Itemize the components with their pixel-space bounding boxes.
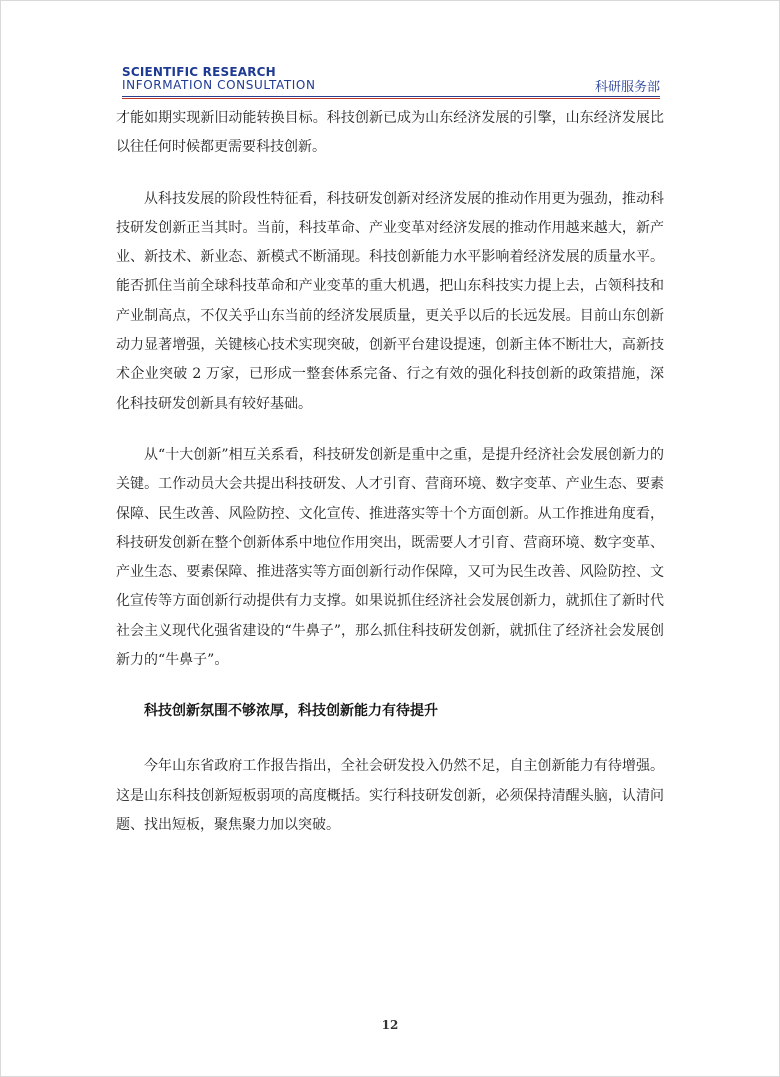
page-number: 12 <box>381 1018 399 1032</box>
department-label: 科研服务部 <box>594 80 660 95</box>
header-rule-blue <box>122 96 660 97</box>
paragraph-ten-innovations: 从“十大创新”相互关系看，科技研发创新是重中之重，是提升经济社会发展创新力的关键。工作动员大会共提出科技研发、人才引育、营商环境、数字变革、产业生态、要素保障、民生改善、风险防控、文化宣传、推进落实等十个方面创新。从工作推进角度看，科技研发创新在整个创新体系中地位作用突出，既需要人才引育、营商环境、数字变革、产业生态、要素保障、推进落实等方面创新行动作保障，又可为民生改善、风险防控、文化宣传等方面创新行动提供有力支撑。如果说抓住经济社会发展创新力，就抓住了新时代社会主义现代化强省建设的“牛鼻子”，那么抓住科技研发创新，就抓住了经济社会发展创新力的“牛鼻子”。 <box>116 446 664 669</box>
paragraph-continued: 才能如期实现新旧动能转换目标。科技创新已成为山东经济发展的引擎，山东经济发展比以往任何时候都更需要科技创新。 <box>116 110 664 156</box>
page-header <box>122 66 660 96</box>
document-body <box>116 104 664 862</box>
brand-logo-text <box>122 66 316 92</box>
section-heading: 科技创新氛围不够浓厚，科技创新能力有待提升 <box>144 703 438 720</box>
brand-line-2: INFORMATION CONSULTATION <box>122 78 316 92</box>
paragraph-stage-features: 从科技发展的阶段性特征看，科技研发创新对经济发展的推动作用更为强劲，推动科技研发创新正当其时。当前，科技革命、产业变革对经济发展的推动作用越来越大，新产业、新技术、新业态、新模式不断涌现。科技创新能力水平影响着经济发展的质量水平。能否抓住当前全球科技革命和产业变革的重大机遇，把山东科技实力提上去，占领科技和产业制高点，不仅关乎山东当前的经济发展质量，更关乎以后的长远发展。目前山东创新动力显著增强，关键核心技术实现突破，创新平台建设提速，创新主体不断壮大，高新技术企业突破 2 万家，已形成一整套体系完备、行之有效的强化科技创新的政策措施，深化科技研发创新具有较好基础。 <box>116 190 664 412</box>
paragraph-government-report: 今年山东省政府工作报告指出，全社会研发投入仍然不足，自主创新能力有待增强。这是山东科技创新短板弱项的高度概括。实行科技研发创新，必须保持清醒头脑，认清问题、找出短板，聚焦聚力加以突破。 <box>116 758 664 833</box>
brand-line-1: SCIENTIFIC RESEARCH <box>122 65 276 79</box>
header-rule-red <box>122 98 660 99</box>
